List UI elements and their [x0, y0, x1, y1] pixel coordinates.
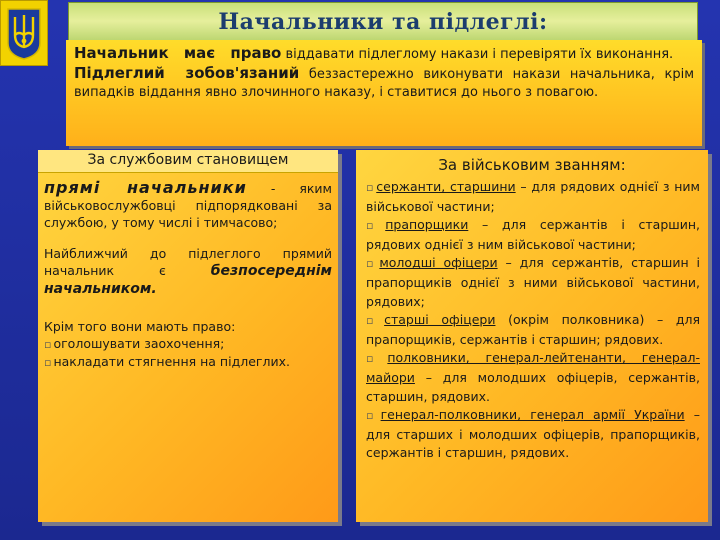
intro-subordinate-term: Підлеглий зобов'язаний [74, 64, 300, 82]
bullet-marker-icon: ▫ [366, 352, 386, 366]
bullet-marker-icon: ▫ [366, 181, 375, 194]
list-item: ▫ генерал-полковники, генерал армії України – для старших і молодших офіцерів, прапорщиків, сержантів і старшин, рядових. [366, 407, 700, 461]
direct-superiors-paragraph [44, 179, 332, 231]
coat-of-arms [0, 0, 48, 66]
list-item: ▫ накладати стягнення на підлеглих. [44, 354, 290, 369]
list-item: ▫ сержанти, старшини – для рядових однієї з ним військової частини; [366, 179, 700, 214]
service-position-panel [38, 150, 338, 522]
intro-commander-text: віддавати підлеглому накази і перевіряти їх виконання. [281, 47, 674, 62]
list-item: ▫ полковники, генерал-лейтенанти, генерал-майори – для молодших офіцерів, сержантів, старшин, рядових. [366, 350, 700, 404]
intro-block [66, 40, 702, 146]
bullet-marker-icon: ▫ [366, 257, 378, 271]
immediate-superior-paragraph [44, 245, 332, 298]
bullet-marker-icon: ▫ [366, 219, 384, 233]
military-rank-heading: За військовим званням: [438, 156, 626, 174]
intro-subordinate-text: беззастережно виконувати накази начальника, крім випадків віддання явно злочинного наказу, і ставитися до нього з повагою. [74, 67, 694, 100]
immediate-superior-text: Найближчий до підлеглого прямий начальник є [44, 246, 332, 278]
bullet-marker-icon: ▫ [44, 338, 52, 351]
intro-subordinate-paragraph [66, 64, 702, 102]
page-title: Начальники та підлеглі: [218, 9, 548, 35]
rights-paragraph: Крім того вони мають право: [44, 319, 236, 334]
bullet-marker-icon: ▫ [366, 409, 379, 423]
title-bar [68, 2, 698, 44]
service-position-heading: За службовим становищем [38, 150, 338, 173]
list-item: ▫ прапорщики – для сержантів і старшин, рядових однієї з ним військової частини; [366, 217, 700, 252]
intro-commander-term: Начальник має право [74, 44, 282, 62]
bullet-marker-icon: ▫ [44, 356, 52, 369]
list-item: ▫ молодші офіцери – для сержантів, старшин і прапорщиків однієї з ними військової частини, рядових; [366, 255, 700, 309]
bullet-marker-icon: ▫ [366, 314, 383, 328]
intro-commander-paragraph [66, 40, 702, 64]
direct-superiors-text: - яким військовослужбовці підпорядковані за службою, у тому числі і тимчасово; [44, 181, 332, 230]
trident-emblem-icon [5, 5, 43, 61]
immediate-superior-term: безпосереднім начальником. [44, 263, 332, 297]
direct-superiors-term: прямі начальники [44, 178, 247, 197]
list-item: ▫ старші офіцери (окрім полковника) – для прапорщиків, сержантів і старшин; рядових. [366, 312, 700, 347]
list-item: ▫ оголошувати заохочення; [44, 336, 225, 351]
military-rank-panel [356, 150, 708, 522]
